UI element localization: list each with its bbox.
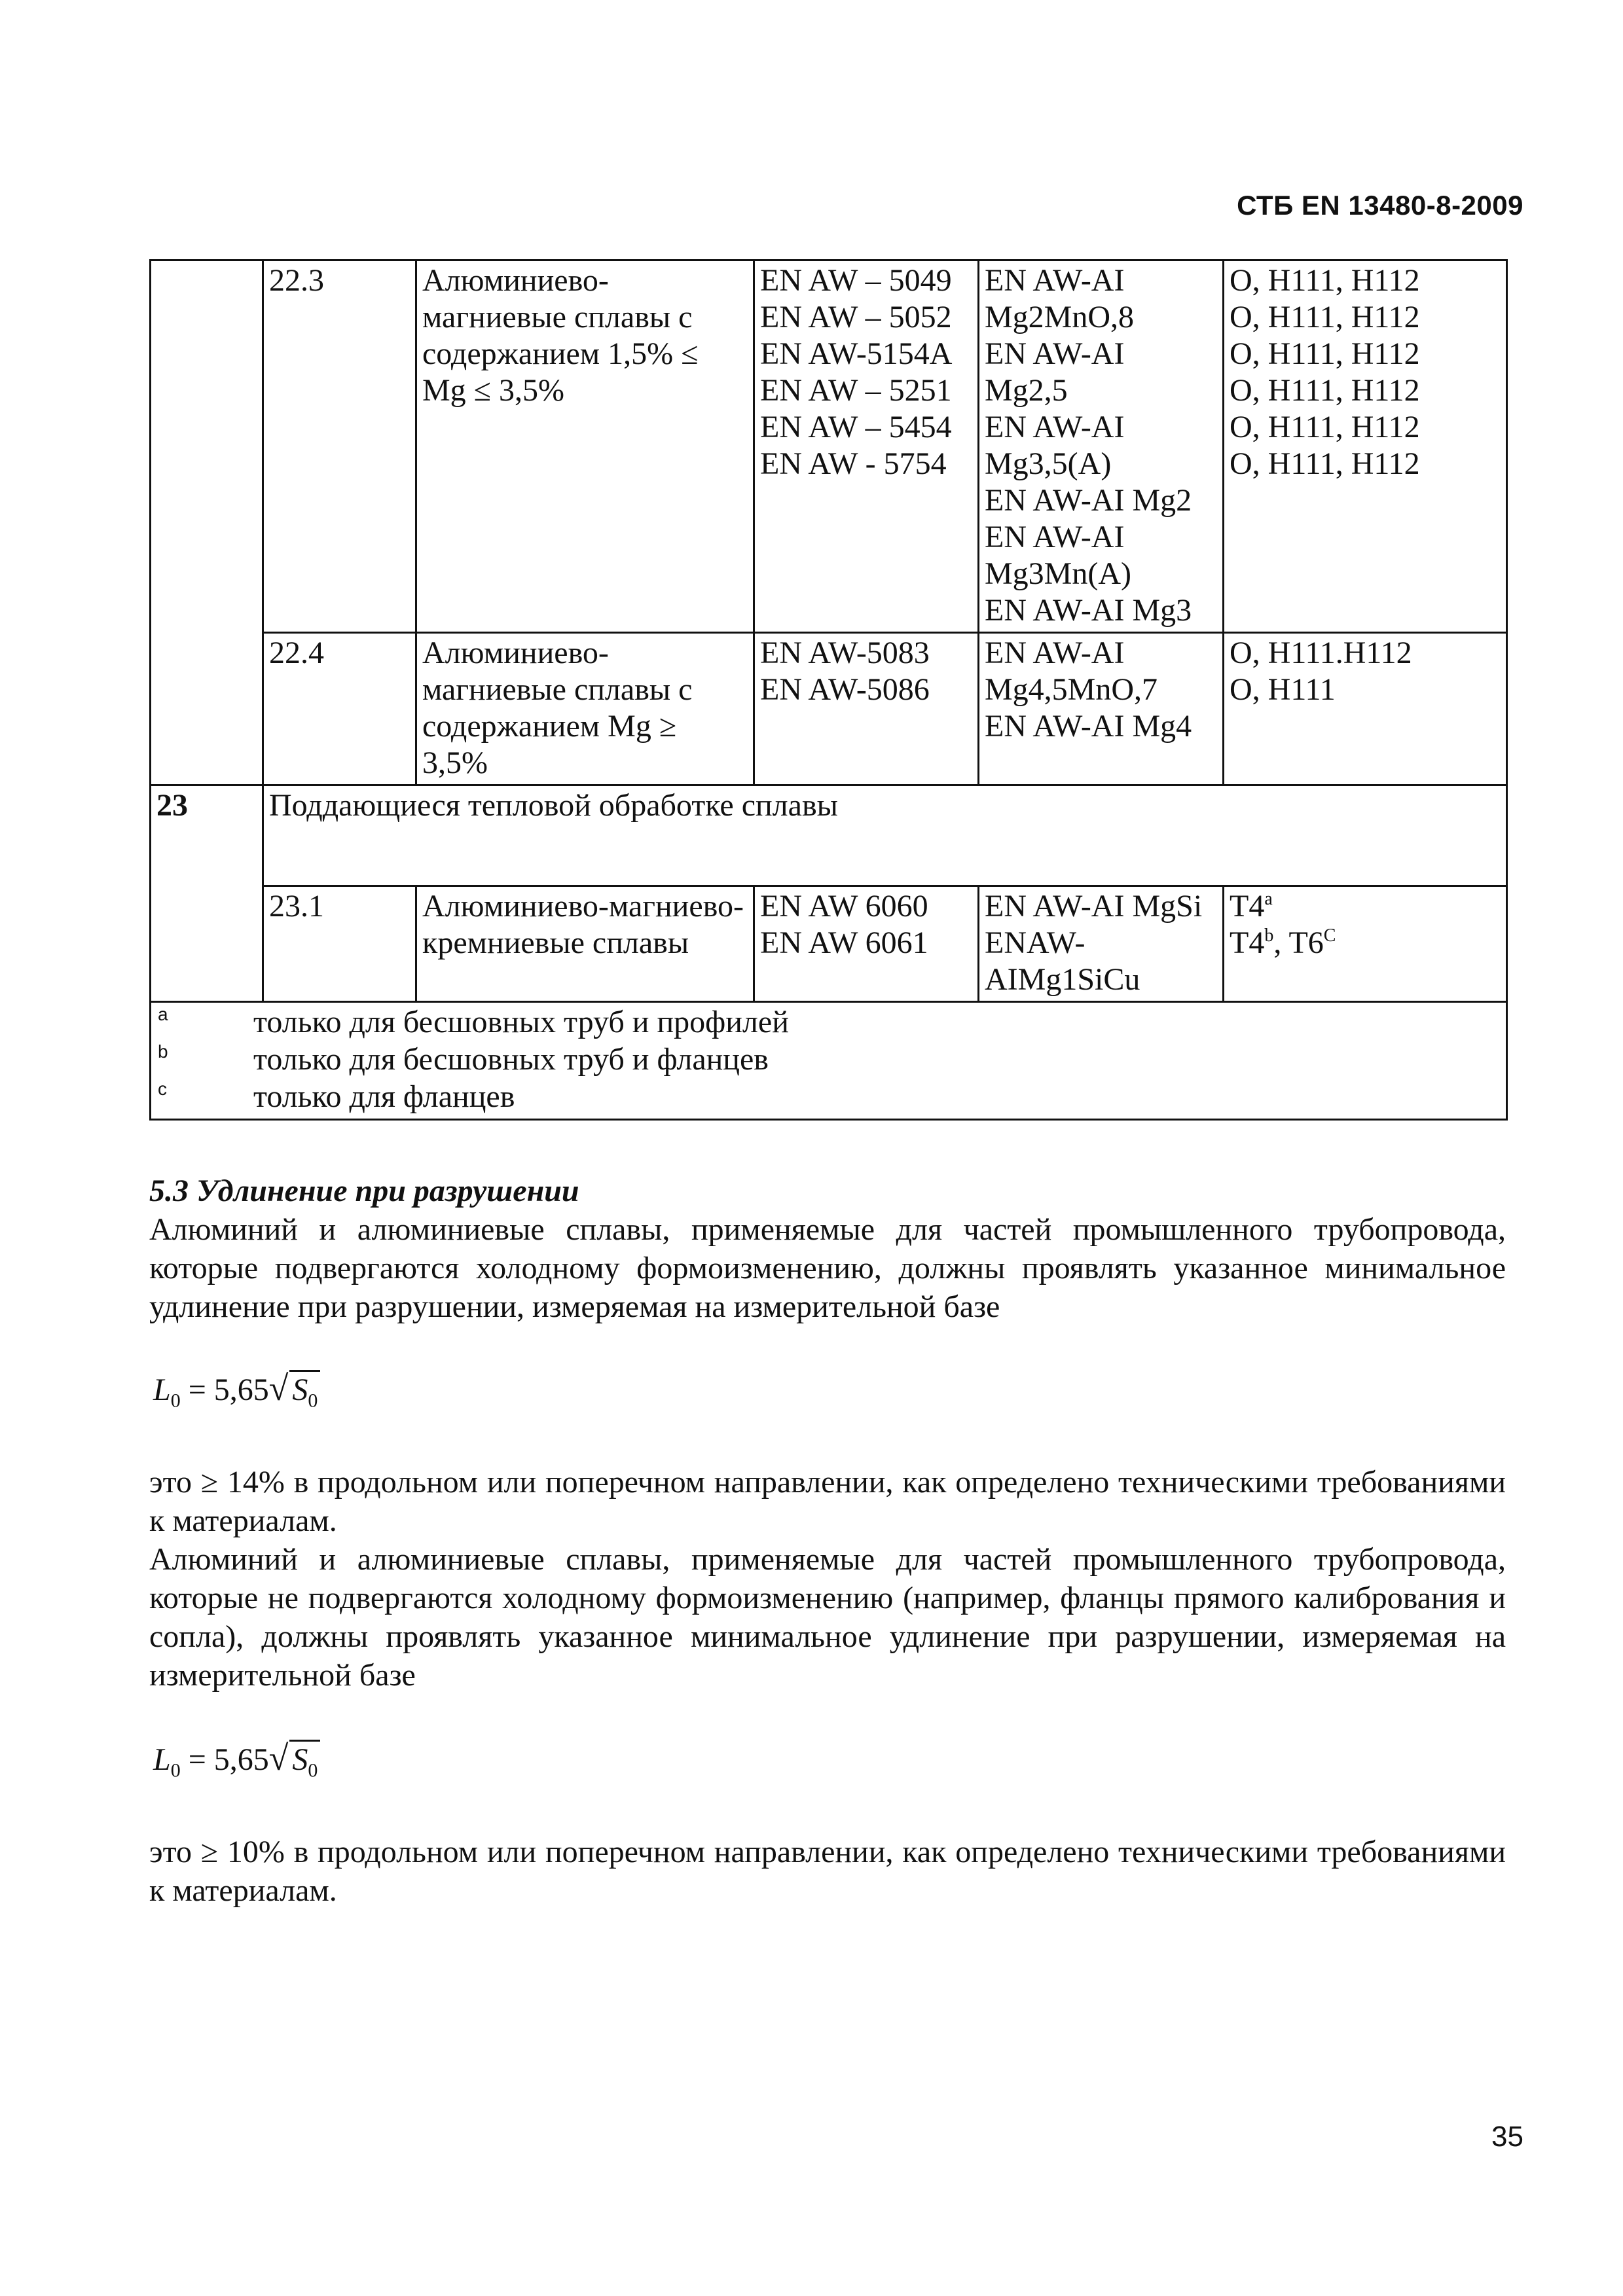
chemical-designation: EN AW-AI Mg3 xyxy=(985,593,1192,628)
description-cell xyxy=(416,260,754,633)
group-title: Поддающиеся тепловой обработке сплавы xyxy=(269,788,838,823)
temper-value: O, H111, H112 xyxy=(1230,300,1420,334)
temper-cell xyxy=(1224,886,1507,1002)
chemical-designation: EN AW-AI xyxy=(985,636,1125,670)
chemical-designation: EN AW-AI Mg4 xyxy=(985,709,1192,744)
temper-cell xyxy=(1224,260,1507,633)
alloy-table xyxy=(149,259,1508,1121)
chemical-designation: EN AW-AI Mg2 xyxy=(985,483,1192,518)
formula-variable: S xyxy=(292,1372,308,1407)
footnote xyxy=(156,1041,1501,1079)
numeric-designation-cell xyxy=(754,633,979,785)
numeric-designation: EN AW – 5251 xyxy=(760,373,952,408)
table-row-22-3 xyxy=(151,260,1507,633)
numeric-designation: EN AW - 5754 xyxy=(760,446,947,481)
chemical-designation-cell xyxy=(979,886,1224,1002)
group-22-cell-empty xyxy=(151,260,263,785)
description-line: Алюминиево- xyxy=(422,636,609,670)
temper-value: O, H111, H112 xyxy=(1230,373,1420,408)
footnote-ref: a xyxy=(1264,889,1273,909)
paragraph: это ≥ 14% в продольном или поперечном направлении, как определено техническими требованиями к материалам. xyxy=(149,1465,1506,1538)
paragraph: это ≥ 10% в продольном или поперечном направлении, как определено техническими требованиями к материалам. xyxy=(149,1835,1506,1908)
chemical-designation: ENAW- xyxy=(985,925,1085,960)
document-code-header: СТБ EN 13480-8-2009 xyxy=(1237,190,1523,221)
formula-subscript: 0 xyxy=(308,1390,318,1412)
formula-lhs: L xyxy=(153,1742,171,1777)
formula-subscript: 0 xyxy=(170,1390,181,1412)
table-row-23-1 xyxy=(151,886,1507,1002)
temper-value: O, H111, H112 xyxy=(1230,410,1420,444)
temper-value xyxy=(1230,925,1501,961)
row-number: 22.3 xyxy=(269,263,324,298)
formula-subscript: 0 xyxy=(170,1759,181,1782)
formula-lhs: L xyxy=(153,1372,171,1407)
numeric-designation: EN AW 6060 xyxy=(760,889,928,924)
gauge-length-formula xyxy=(153,1368,320,1412)
chemical-designation: EN AW-AI xyxy=(985,520,1125,554)
group-number-cell xyxy=(151,785,263,1002)
temper-code: T4 xyxy=(1230,889,1265,924)
numeric-designation: EN AW-5086 xyxy=(760,672,930,707)
formula-radicand xyxy=(289,1370,320,1412)
description-line: содержанием 1,5% ≤ xyxy=(422,336,699,371)
chemical-designation-cell xyxy=(979,633,1224,785)
footnote-text: только для фланцев xyxy=(253,1079,515,1114)
section-5-3 xyxy=(149,1172,1506,1326)
numeric-designation: EN AW – 5454 xyxy=(760,410,952,444)
row-number: 23.1 xyxy=(269,889,324,924)
chemical-designation-cell xyxy=(979,260,1224,633)
footnote-mark: a xyxy=(158,1004,168,1024)
chemical-designation: EN AW-AI xyxy=(985,336,1125,371)
numeric-designation: EN AW-5083 xyxy=(760,636,930,670)
chemical-designation: AIMg1SiCu xyxy=(985,962,1140,997)
footnote-ref: C xyxy=(1323,925,1336,946)
description-cell xyxy=(416,886,754,1002)
numeric-designation: EN AW 6061 xyxy=(760,925,928,960)
chemical-designation: Mg4,5MnO,7 xyxy=(985,672,1158,707)
temper-cell xyxy=(1224,633,1507,785)
formula-variable: S xyxy=(292,1742,308,1777)
temper-code: T4 xyxy=(1230,925,1265,960)
description-line: Алюминиево- xyxy=(422,263,609,298)
description-cell xyxy=(416,633,754,785)
numeric-designation: EN AW – 5052 xyxy=(760,300,952,334)
row-number-cell xyxy=(263,633,416,785)
footnote-text: только для бесшовных труб и фланцев xyxy=(253,1042,769,1077)
description-line: Mg ≤ 3,5% xyxy=(422,373,565,408)
description-line: магниевые сплавы с xyxy=(422,300,693,334)
chemical-designation: Mg2,5 xyxy=(985,373,1068,408)
table-row-group-23 xyxy=(151,785,1507,886)
footnote xyxy=(156,1079,1501,1116)
paragraph: Алюминий и алюминиевые сплавы, применяемые для частей промышленного трубопровода, которые подвергаются холодному формоизменению, должны проявлять указанное минимальное удлинение при разрушении, измеряемая на измерительной базе xyxy=(149,1212,1506,1324)
chemical-designation: EN AW-AI xyxy=(985,410,1125,444)
temper-value xyxy=(1230,888,1501,925)
row-number-cell xyxy=(263,886,416,1002)
numeric-designation: EN AW – 5049 xyxy=(760,263,952,298)
table-footnotes-row xyxy=(151,1002,1507,1120)
chemical-designation: Mg3,5(A) xyxy=(985,446,1112,481)
description-line: кремниевые сплавы xyxy=(422,925,689,960)
table-row-22-4 xyxy=(151,633,1507,785)
temper-code: , T6 xyxy=(1273,925,1324,960)
group-title-cell xyxy=(263,785,1507,886)
gauge-length-formula xyxy=(153,1738,320,1782)
numeric-designation-cell xyxy=(754,260,979,633)
numeric-designation: EN AW-5154A xyxy=(760,336,953,371)
page-number: 35 xyxy=(1491,2121,1523,2153)
temper-value: O, H111, H112 xyxy=(1230,336,1420,371)
chemical-designation: EN AW-AI xyxy=(985,263,1125,298)
chemical-designation: Mg3Mn(A) xyxy=(985,556,1131,591)
description-line: Алюминиево-магниево- xyxy=(422,889,744,924)
footnote xyxy=(156,1004,1501,1041)
square-root-icon: √ xyxy=(268,1738,289,1778)
temper-value: O, H111, H112 xyxy=(1230,263,1420,298)
temper-value: O, H111.H112 xyxy=(1230,636,1412,670)
footnote-ref: b xyxy=(1264,925,1274,946)
footnote-mark: c xyxy=(158,1079,167,1099)
formula-coefficient: = 5,65 xyxy=(180,1742,269,1777)
row-number: 22.4 xyxy=(269,636,324,670)
description-line: 3,5% xyxy=(422,745,488,780)
formula-radicand xyxy=(289,1740,320,1782)
paragraph: Алюминий и алюминиевые сплавы, применяемые для частей промышленного трубопровода, которые не подвергаются холодному формоизменению (например, фланцы прямого калибрования и сопла), должны проявлять указанное минимальное удлинение при разрушении, измеряемая на измерительной базе xyxy=(149,1542,1506,1693)
square-root-icon: √ xyxy=(268,1369,289,1408)
formula-subscript: 0 xyxy=(308,1759,318,1782)
chemical-designation: Mg2MnO,8 xyxy=(985,300,1135,334)
formula-coefficient: = 5,65 xyxy=(180,1372,269,1407)
description-line: магниевые сплавы с xyxy=(422,672,693,707)
description-line: содержанием Mg ≥ xyxy=(422,709,677,744)
chemical-designation: EN AW-AI MgSi xyxy=(985,889,1203,924)
numeric-designation-cell xyxy=(754,886,979,1002)
footnote-mark: b xyxy=(158,1041,168,1062)
row-number-cell xyxy=(263,260,416,633)
group-number: 23 xyxy=(156,788,188,823)
footnotes-cell xyxy=(151,1002,1507,1120)
section-title: 5.3 Удлинение при разрушении xyxy=(149,1174,579,1208)
temper-value: O, H111 xyxy=(1230,672,1336,707)
temper-value: O, H111, H112 xyxy=(1230,446,1420,481)
footnote-text: только для бесшовных труб и профилей xyxy=(253,1005,789,1039)
